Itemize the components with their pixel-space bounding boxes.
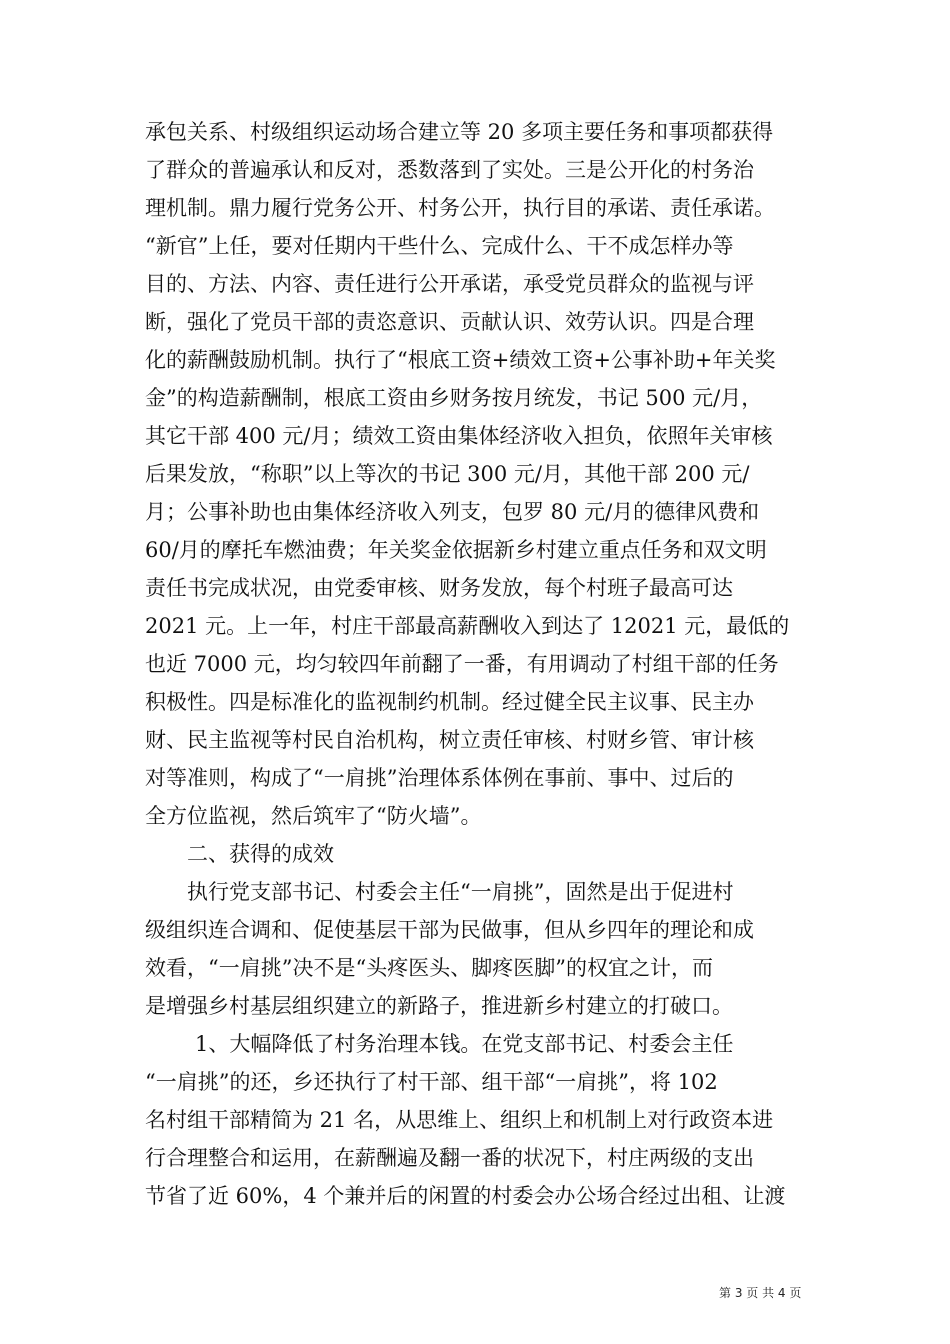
text-line: 全方位监视，然后筑牢了“防火墙”。	[145, 804, 482, 828]
item-line: “一肩挑”的还，乡还执行了村干部、组干部“一肩挑”，将 102	[145, 1070, 718, 1094]
text-line: 也近 7000 元，均匀较四年前翻了一番，有用调动了村组干部的任务	[145, 652, 779, 676]
text-line: 其它干部 400 元/月；绩效工资由集体经济收入担负，依照年关审核	[145, 424, 773, 448]
text-line: 目的、方法、内容、责任进行公开承诺，承受党员群众的监视与评	[145, 272, 754, 296]
text-line: 化的薪酬鼓励机制。执行了“根底工资+绩效工资+公事补助+年关奖	[145, 348, 776, 372]
document-body	[145, 113, 815, 1215]
paragraph-line: 是增强乡村基层组织建立的新路子，推进新乡村建立的打破口。	[145, 994, 733, 1018]
text-line: 断，强化了党员干部的责恣意识、贡献认识、效劳认识。四是合理	[145, 310, 754, 334]
text-line: 对等准则，构成了“一肩挑”治理体系体例在事前、事中、过后的	[145, 766, 734, 790]
section-heading: 二、获得的成效	[187, 842, 334, 866]
text-line: 月；公事补助也由集体经济收入列支，包罗 80 元/月的德律风费和	[145, 500, 760, 524]
text-line: 积极性。四是标准化的监视制约机制。经过健全民主议事、民主办	[145, 690, 754, 714]
paragraph-line: 级组织连合调和、促使基层干部为民做事，但从乡四年的理论和成	[145, 918, 754, 942]
item-line: 1、大幅降低了村务治理本钱。在党支部书记、村委会主任	[195, 1032, 734, 1056]
text-line: 后果发放，“称职”以上等次的书记 300 元/月，其他干部 200 元/	[145, 462, 750, 486]
paragraph-line: 执行党支部书记、村委会主任“一肩挑”，固然是出于促进村	[187, 880, 734, 904]
paragraph-line: 效看，“一肩挑”决不是“头疼医头、脚疼医脚”的权宜之计，而	[145, 956, 713, 980]
text-line: 金”的构造薪酬制，根底工资由乡财务按月统发，书记 500 元/月，	[145, 386, 763, 410]
item-line: 名村组干部精简为 21 名，从思维上、组织上和机制上对行政资本进	[145, 1108, 774, 1132]
text-line: 了群众的普遍承认和反对，悉数落到了实处。三是公开化的村务治	[145, 158, 754, 182]
text-line: 承包关系、村级组织运动场合建立等 20 多项主要任务和事项都获得	[145, 120, 774, 144]
text-line: 理机制。鼎力履行党务公开、村务公开，执行目的承诺、责任承诺。	[145, 196, 775, 220]
item-line: 节省了近 60%，4 个兼并后的闲置的村委会办公场合经过出租、让渡	[145, 1184, 786, 1208]
text-line: 责任书完成状况，由党委审核、财务发放，每个村班子最高可达	[145, 576, 733, 600]
item-line: 行合理整合和运用，在薪酬遍及翻一番的状况下，村庄两级的支出	[145, 1146, 754, 1170]
text-line: 财、民主监视等村民自治机构，树立责任审核、村财乡管、审计核	[145, 728, 754, 752]
text-line: 60/月的摩托车燃油费；年关奖金依据新乡村建立重点任务和双文明	[145, 538, 767, 562]
text-line: “新官”上任，要对任期内干些什么、完成什么、干不成怎样办等	[145, 234, 734, 258]
text-line: 2021 元。上一年，村庄干部最高薪酬收入到达了 12021 元，最低的	[145, 614, 790, 638]
page-number-footer: 第 3 页 共 4 页	[719, 1286, 802, 1300]
